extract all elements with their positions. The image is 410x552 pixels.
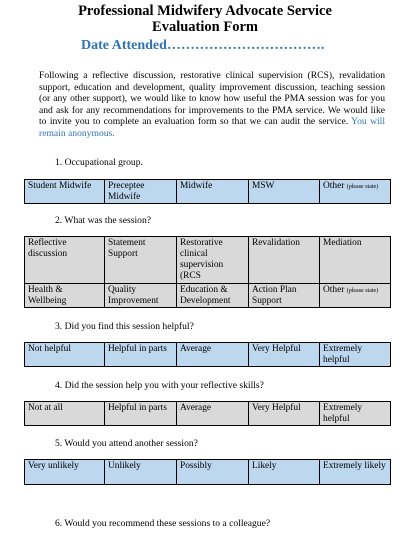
option-label: Action Plan Support (252, 285, 297, 306)
option-label: Student Midwife (28, 181, 92, 191)
option-cell[interactable] (105, 180, 177, 204)
option-label: Mediation (323, 238, 362, 248)
option-label: Possibly (180, 461, 212, 471)
question-6-label: 6. Would you recommend these sessions to a colleague? (55, 518, 271, 529)
option-cell[interactable] (105, 460, 177, 485)
option-label: Revalidation (252, 238, 300, 248)
option-cell[interactable] (320, 343, 391, 367)
form-subtitle: Evaluation Form (152, 19, 258, 35)
option-cell[interactable] (25, 460, 105, 485)
option-label: Very unlikely (28, 461, 79, 471)
option-label: Helpful in parts (108, 344, 167, 354)
option-cell[interactable] (105, 237, 177, 284)
option-cell[interactable] (320, 237, 391, 284)
please-state-note: (please state) (346, 288, 379, 294)
option-cell[interactable] (105, 343, 177, 367)
option-label: Restorative clinical supervision (RCS (180, 238, 224, 281)
option-cell[interactable] (177, 343, 249, 367)
option-cell[interactable] (25, 180, 105, 204)
option-cell[interactable] (320, 180, 391, 204)
option-cell[interactable] (249, 402, 320, 426)
option-label: Other (323, 181, 345, 191)
question-3-label: 3. Did you find this session helpful? (55, 321, 194, 332)
option-label: Unlikely (108, 461, 141, 471)
option-label: Statement Support (108, 238, 146, 259)
option-label: Reflective discussion (28, 238, 68, 259)
option-cell[interactable] (249, 460, 320, 485)
question-2-label: 2. What was the session? (55, 215, 152, 226)
option-label: Health & Wellbeing (28, 285, 67, 306)
anonymous-note: You will remain anonymous. (39, 116, 386, 139)
option-label: Extremely helpful (323, 344, 363, 365)
form-title: Professional Midwifery Advocate Service (78, 3, 332, 19)
option-label: Extremely helpful (323, 403, 363, 424)
option-cell[interactable] (177, 284, 249, 308)
intro-paragraph (39, 70, 385, 139)
option-label: Education & Development (180, 285, 231, 306)
option-label: Average (180, 403, 212, 413)
question-4-label: 4. Did the session help you with your reflective skills? (55, 380, 264, 391)
option-cell[interactable] (249, 180, 320, 204)
option-label: Not at all (28, 403, 63, 413)
option-label: Average (180, 344, 212, 354)
question-1-label: 1. Occupational group. (55, 157, 143, 168)
date-attended-field[interactable]: Date Attended……………………………. (81, 38, 325, 53)
option-cell[interactable] (320, 460, 391, 485)
option-label: Other (323, 285, 345, 295)
option-cell[interactable] (320, 402, 391, 426)
option-cell[interactable] (177, 402, 249, 426)
option-cell[interactable] (25, 237, 105, 284)
question-4-options (24, 401, 391, 426)
option-cell[interactable] (249, 284, 320, 308)
option-label: Helpful in parts (108, 403, 167, 413)
question-2-options (24, 236, 391, 308)
option-cell[interactable] (25, 402, 105, 426)
option-label: Midwife (180, 181, 213, 191)
option-cell[interactable] (249, 237, 320, 284)
option-label: Quality Improvement (108, 285, 159, 306)
option-label: MSW (252, 181, 275, 191)
option-cell[interactable] (177, 460, 249, 485)
option-cell[interactable] (177, 180, 249, 204)
option-cell[interactable] (177, 237, 249, 284)
option-cell[interactable] (105, 284, 177, 308)
intro-text: Following a reflective discussion, restorative clinical supervision (RCS), revalidation support, education and development, quality improvement discussion, teaching session (or any other support), we would like to know how useful the PMA session was for you and ask for any recommendations for improvements to the PMA service. We would like to invite you to complete an evaluation form so that we can audit the service. (39, 70, 385, 127)
option-label: Preceptee Midwife (108, 181, 145, 202)
option-cell[interactable] (25, 343, 105, 367)
option-label: Very Helpful (252, 344, 301, 354)
question-5-label: 5. Would you attend another session? (55, 438, 198, 449)
option-cell[interactable] (25, 284, 105, 308)
option-cell[interactable] (105, 402, 177, 426)
option-cell[interactable] (320, 284, 391, 308)
option-label: Very Helpful (252, 403, 301, 413)
option-label: Not helpful (28, 344, 71, 354)
question-5-options (24, 459, 391, 485)
option-cell[interactable] (249, 343, 320, 367)
option-label: Likely (252, 461, 277, 471)
question-3-options (24, 342, 391, 367)
please-state-note: (please state) (346, 184, 379, 190)
option-label: Extremely likely (323, 461, 386, 471)
question-1-options (24, 179, 391, 204)
